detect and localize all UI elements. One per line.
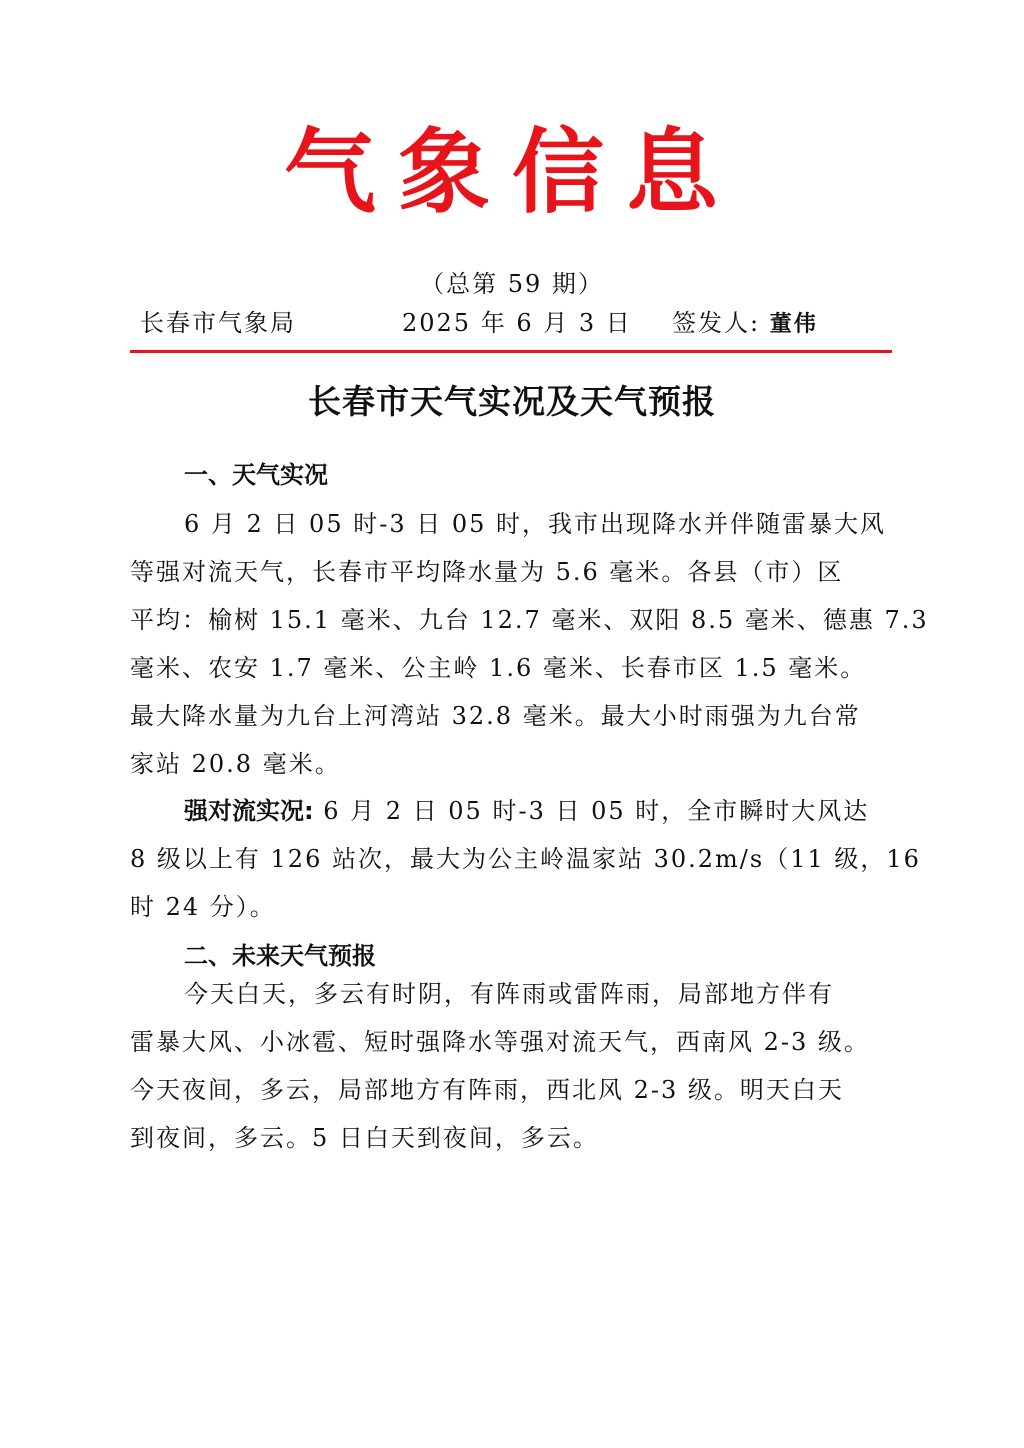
paragraph-line: 平均：榆树 15.1 毫米、九台 12.7 毫米、双阳 8.5 毫米、德惠 7.3 (130, 606, 929, 634)
masthead-title: 气象信息 (283, 118, 740, 226)
paragraph-line: 时 24 分）。 (130, 893, 276, 921)
paragraph-line: 最大降水量为九台上河湾站 32.8 毫米。最大小时雨强为九台常 (130, 702, 861, 730)
header-divider (130, 350, 892, 353)
section-heading-observations: 一、天气实况 (184, 461, 328, 489)
paragraph-line: 8 级以上有 126 站次，最大为公主岭温家站 30.2m/s（11 级，16 (130, 845, 921, 873)
paragraph-line: 到夜间，多云。5 日白天到夜间，多云。 (130, 1124, 599, 1152)
paragraph-line-text: 6 月 2 日 05 时-3 日 05 时，全市瞬时大风达 (313, 797, 870, 825)
section-heading-forecast: 二、未来天气预报 (184, 942, 376, 970)
paragraph-line: 雷暴大风、小冰雹、短时强降水等强对流天气，西南风 2-3 级。 (130, 1028, 870, 1056)
issue-number: （总第 59 期） (420, 270, 604, 298)
document-title: 长春市天气实况及天气预报 (308, 382, 716, 421)
paragraph-line: 毫米、农安 1.7 毫米、公主岭 1.6 毫米、长春市区 1.5 毫米。 (130, 654, 867, 682)
signer-block (672, 306, 818, 342)
signer-name: 董伟 (769, 312, 818, 337)
issuing-organization: 长春市气象局 (140, 309, 296, 337)
paragraph-severe-convection (130, 787, 920, 931)
paragraph-line: 6 月 2 日 05 时-3 日 05 时，我市出现降水并伴随雷暴大风 (184, 510, 887, 538)
paragraph-line: 今天白天，多云有时阴，有阵雨或雷阵雨，局部地方伴有 (184, 980, 834, 1008)
paragraph-line (130, 787, 920, 835)
signer-label: 签发人: (672, 309, 761, 337)
paragraph-line: 等强对流天气，长春市平均降水量为 5.6 毫米。各县（市）区 (130, 558, 844, 586)
paragraph-precipitation (130, 500, 929, 788)
paragraph-line: 家站 20.8 毫米。 (130, 750, 341, 778)
paragraph-lead: 强对流实况: (184, 797, 314, 825)
issue-date: 2025 年 6 月 3 日 (402, 309, 632, 337)
paragraph-line: 今天夜间，多云，局部地方有阵雨，西北风 2-3 级。明天白天 (130, 1076, 844, 1104)
paragraph-forecast (130, 970, 920, 1162)
